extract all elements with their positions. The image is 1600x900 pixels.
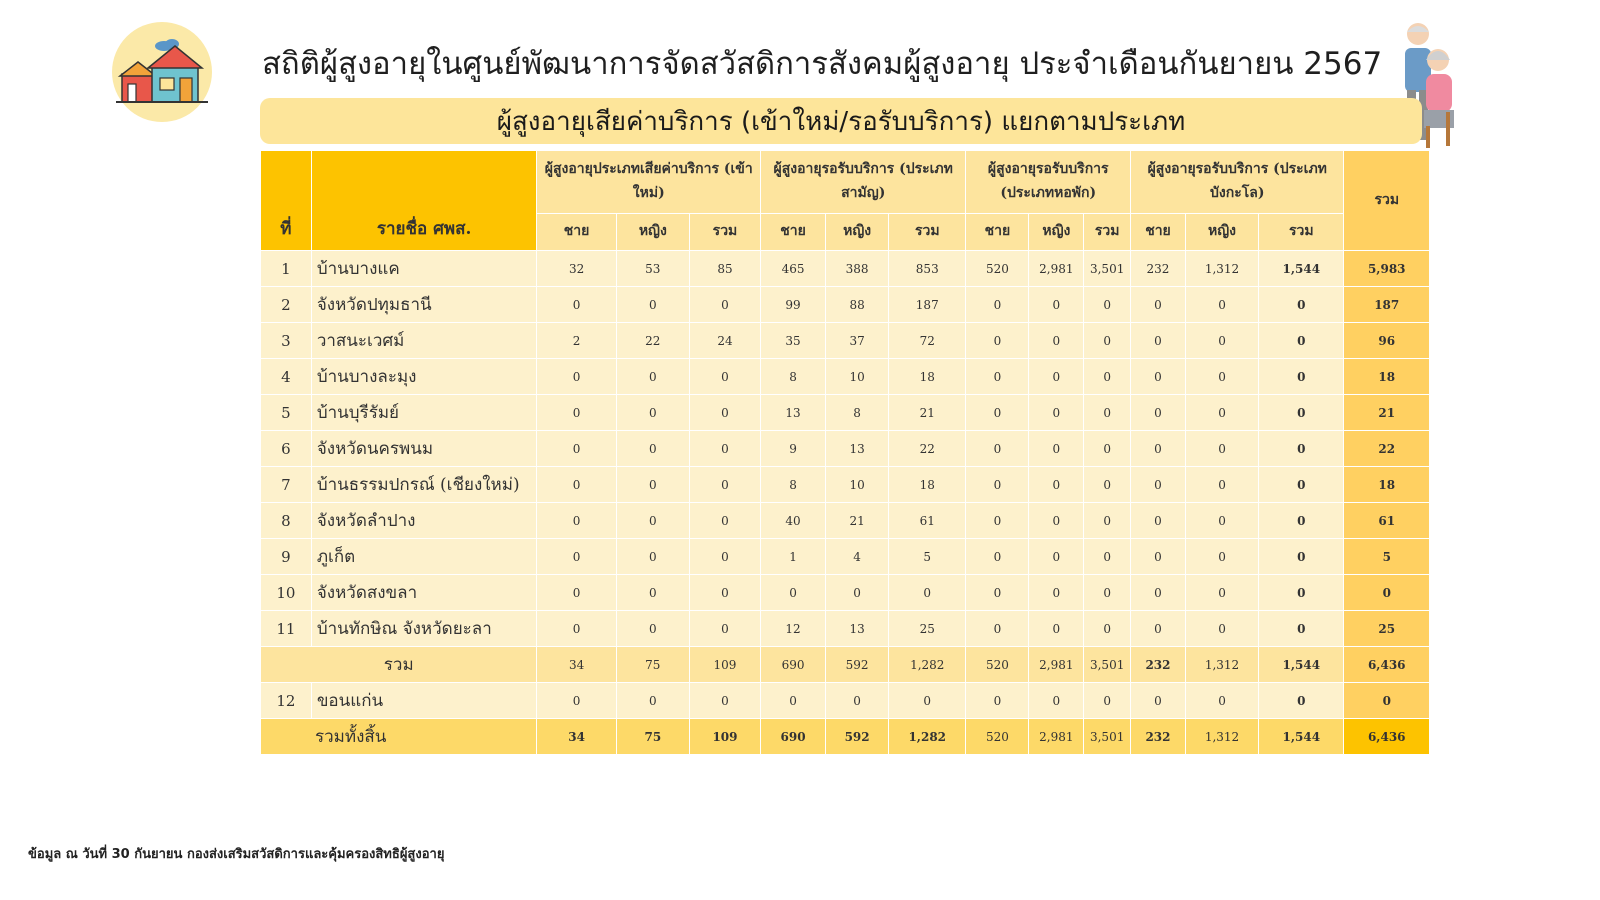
table-cell: 53 [616, 251, 689, 287]
col-header-no: ที่ [261, 151, 312, 251]
center-name: วาสนะเวศม์ [311, 323, 537, 359]
table-row [261, 287, 1430, 323]
table-cell: 520 [966, 251, 1029, 287]
table-cell: 1,312 [1185, 251, 1258, 287]
table-cell: 12 [761, 611, 826, 647]
row-number: 12 [261, 683, 312, 719]
table-cell: 1,312 [1185, 719, 1258, 755]
table-cell: 0 [761, 683, 826, 719]
group-header-dormitory: ผู้สูงอายุรอรับบริการ (ประเภทหอพัก) [966, 151, 1131, 214]
table-cell: 0 [1185, 467, 1258, 503]
table-cell: 0 [537, 467, 616, 503]
table-cell: 0 [1259, 287, 1344, 323]
table-cell: 0 [966, 575, 1029, 611]
table-cell: 0 [1185, 359, 1258, 395]
table-cell: 0 [1259, 503, 1344, 539]
table-cell: 592 [826, 719, 889, 755]
table-cell: 18 [889, 359, 966, 395]
table-cell: 0 [689, 575, 760, 611]
table-row [261, 431, 1430, 467]
table-cell: 18 [889, 467, 966, 503]
col-header-name: รายชื่อ ศพส. [311, 151, 537, 251]
table-cell: 0 [616, 611, 689, 647]
row-total-cell: 187 [1344, 287, 1430, 323]
row-number: 7 [261, 467, 312, 503]
table-cell: 8 [761, 467, 826, 503]
table-cell: 0 [537, 359, 616, 395]
table-cell: 0 [1029, 539, 1084, 575]
table-cell: 0 [689, 503, 760, 539]
table-cell: 0 [689, 539, 760, 575]
table-cell: 0 [616, 503, 689, 539]
house-logo-icon [112, 22, 212, 122]
center-name: บ้านบางละมุง [311, 359, 537, 395]
table-cell: 0 [537, 611, 616, 647]
table-cell: 0 [1185, 431, 1258, 467]
table-cell: 690 [761, 647, 826, 683]
table-row [261, 611, 1430, 647]
row-total-cell: 6,436 [1344, 647, 1430, 683]
row-number: 8 [261, 503, 312, 539]
table-cell: 75 [616, 647, 689, 683]
table-cell: 0 [966, 359, 1029, 395]
table-cell: 0 [1259, 683, 1344, 719]
table-cell: 99 [761, 287, 826, 323]
table-cell: 0 [1029, 467, 1084, 503]
center-name: จังหวัดลำปาง [311, 503, 537, 539]
table-cell: 232 [1131, 251, 1186, 287]
row-number: 5 [261, 395, 312, 431]
col-header-female: หญิง [1029, 214, 1084, 251]
table-row [261, 683, 1430, 719]
row-total-cell: 18 [1344, 359, 1430, 395]
table-row [261, 251, 1430, 287]
table-cell: 1,282 [889, 647, 966, 683]
table-cell: 0 [761, 575, 826, 611]
table-cell: 0 [966, 683, 1029, 719]
table-cell: 24 [689, 323, 760, 359]
col-header-male: ชาย [1131, 214, 1186, 251]
table-cell: 0 [689, 287, 760, 323]
table-cell: 0 [826, 683, 889, 719]
table-row [261, 539, 1430, 575]
table-cell: 592 [826, 647, 889, 683]
col-header-sum: รวม [1084, 214, 1131, 251]
table-cell: 388 [826, 251, 889, 287]
table-cell: 2 [537, 323, 616, 359]
table-cell: 0 [1084, 575, 1131, 611]
row-total-cell: 22 [1344, 431, 1430, 467]
row-number: 11 [261, 611, 312, 647]
table-cell: 0 [966, 287, 1029, 323]
table-cell: 0 [1185, 503, 1258, 539]
table-cell: 10 [826, 467, 889, 503]
table-cell: 1,544 [1259, 719, 1344, 755]
table-cell: 0 [1185, 539, 1258, 575]
table-cell: 0 [616, 683, 689, 719]
table-cell: 0 [1029, 575, 1084, 611]
table-cell: 0 [1259, 611, 1344, 647]
table-cell: 520 [966, 719, 1029, 755]
table-cell: 40 [761, 503, 826, 539]
table-cell: 0 [616, 539, 689, 575]
table-row [261, 323, 1430, 359]
table-cell: 0 [1084, 611, 1131, 647]
table-cell: 0 [1131, 395, 1186, 431]
table-cell: 0 [1131, 503, 1186, 539]
table-cell: 10 [826, 359, 889, 395]
table-cell: 21 [889, 395, 966, 431]
table-cell: 0 [537, 287, 616, 323]
table-cell: 0 [537, 539, 616, 575]
subtotal-label: รวม [261, 647, 537, 683]
grand-total-label: รวมทั้งสิ้น [261, 719, 537, 755]
table-cell: 0 [1185, 395, 1258, 431]
table-cell: 0 [689, 611, 760, 647]
table-cell: 0 [616, 575, 689, 611]
footer-note: ข้อมูล ณ วันที่ 30 กันยายน กองส่งเสริมสวัสดิการและคุ้มครองสิทธิผู้สูงอายุ [28, 847, 445, 862]
grand-total-row [261, 719, 1430, 755]
table-cell: 0 [889, 575, 966, 611]
table-cell: 0 [616, 359, 689, 395]
center-name: บ้านธรรมปกรณ์ (เชียงใหม่) [311, 467, 537, 503]
page-subtitle: ผู้สูงอายุเสียค่าบริการ (เข้าใหม่/รอรับบริการ) แยกตามประเภท [260, 98, 1422, 144]
table-cell: 2,981 [1029, 251, 1084, 287]
col-header-male: ชาย [761, 214, 826, 251]
table-cell: 0 [1259, 323, 1344, 359]
table-cell: 0 [1131, 683, 1186, 719]
center-name: บ้านทักษิณ จังหวัดยะลา [311, 611, 537, 647]
table-cell: 9 [761, 431, 826, 467]
table-cell: 0 [1084, 431, 1131, 467]
col-header-total: รวม [1344, 151, 1430, 251]
table-cell: 3,501 [1084, 647, 1131, 683]
group-header-new: ผู้สูงอายุประเภทเสียค่าบริการ (เข้าใหม่) [537, 151, 761, 214]
table-cell: 0 [1029, 359, 1084, 395]
table-cell: 0 [1131, 431, 1186, 467]
table-cell: 1,544 [1259, 251, 1344, 287]
table-cell: 0 [1185, 611, 1258, 647]
row-number: 4 [261, 359, 312, 395]
table-cell: 0 [537, 575, 616, 611]
center-name: ขอนแก่น [311, 683, 537, 719]
table-cell: 3,501 [1084, 719, 1131, 755]
table-cell: 0 [1185, 575, 1258, 611]
table-cell: 690 [761, 719, 826, 755]
table-cell: 0 [1029, 395, 1084, 431]
table-cell: 232 [1131, 719, 1186, 755]
table-cell: 0 [616, 467, 689, 503]
group-header-regular: ผู้สูงอายุรอรับบริการ (ประเภทสามัญ) [761, 151, 966, 214]
table-row [261, 395, 1430, 431]
table-cell: 2,981 [1029, 719, 1084, 755]
center-name: ภูเก็ต [311, 539, 537, 575]
row-total-cell: 5 [1344, 539, 1430, 575]
table-cell: 0 [1131, 359, 1186, 395]
table-cell: 0 [1259, 467, 1344, 503]
table-cell: 0 [1131, 611, 1186, 647]
table-cell: 21 [826, 503, 889, 539]
table-cell: 0 [966, 503, 1029, 539]
table-cell: 35 [761, 323, 826, 359]
table-cell: 37 [826, 323, 889, 359]
center-name: จังหวัดนครพนม [311, 431, 537, 467]
table-cell: 0 [1259, 431, 1344, 467]
table-cell: 0 [966, 323, 1029, 359]
table-cell: 75 [616, 719, 689, 755]
table-cell: 0 [1259, 395, 1344, 431]
table-cell: 0 [537, 431, 616, 467]
table-cell: 0 [966, 539, 1029, 575]
table-row [261, 503, 1430, 539]
table-cell: 88 [826, 287, 889, 323]
table-cell: 85 [689, 251, 760, 287]
table-cell: 13 [826, 431, 889, 467]
table-cell: 1 [761, 539, 826, 575]
row-number: 6 [261, 431, 312, 467]
table-cell: 61 [889, 503, 966, 539]
group-header-bungalow: ผู้สูงอายุรอรับบริการ (ประเภทบังกะโล) [1131, 151, 1344, 214]
table-cell: 0 [616, 395, 689, 431]
table-cell: 72 [889, 323, 966, 359]
row-number: 3 [261, 323, 312, 359]
table-cell: 34 [537, 719, 616, 755]
table-cell: 0 [1185, 683, 1258, 719]
table-cell: 853 [889, 251, 966, 287]
table-cell: 22 [889, 431, 966, 467]
table-cell: 1,282 [889, 719, 966, 755]
table-cell: 0 [966, 467, 1029, 503]
table-cell: 520 [966, 647, 1029, 683]
table-row [261, 575, 1430, 611]
table-cell: 0 [1259, 359, 1344, 395]
col-header-male: ชาย [966, 214, 1029, 251]
table-cell: 1,312 [1185, 647, 1258, 683]
table-cell: 0 [1084, 323, 1131, 359]
center-name: จังหวัดปทุมธานี [311, 287, 537, 323]
row-total-cell: 18 [1344, 467, 1430, 503]
table-cell: 0 [1131, 467, 1186, 503]
table-cell: 13 [826, 611, 889, 647]
table-cell: 0 [689, 467, 760, 503]
row-total-cell: 61 [1344, 503, 1430, 539]
table-cell: 0 [1131, 575, 1186, 611]
table-cell: 34 [537, 647, 616, 683]
row-number: 1 [261, 251, 312, 287]
table-cell: 8 [761, 359, 826, 395]
table-cell: 0 [1029, 287, 1084, 323]
table-cell: 0 [537, 503, 616, 539]
table-cell: 109 [689, 719, 760, 755]
col-header-female: หญิง [1185, 214, 1258, 251]
table-cell: 0 [826, 575, 889, 611]
table-cell: 13 [761, 395, 826, 431]
table-cell: 232 [1131, 647, 1186, 683]
row-total-cell: 0 [1344, 683, 1430, 719]
table-cell: 2,981 [1029, 647, 1084, 683]
table-cell: 0 [1084, 467, 1131, 503]
table-cell: 4 [826, 539, 889, 575]
table-cell: 0 [1029, 683, 1084, 719]
subtotal-row [261, 647, 1430, 683]
table-cell: 0 [1185, 323, 1258, 359]
center-name: บ้านบุรีรัมย์ [311, 395, 537, 431]
row-number: 2 [261, 287, 312, 323]
table-cell: 0 [1084, 539, 1131, 575]
table-cell: 0 [1084, 683, 1131, 719]
col-header-sum: รวม [689, 214, 760, 251]
row-number: 9 [261, 539, 312, 575]
table-cell: 32 [537, 251, 616, 287]
table-row [261, 359, 1430, 395]
table-body [261, 251, 1430, 755]
table-row [261, 467, 1430, 503]
row-number: 10 [261, 575, 312, 611]
row-total-cell: 21 [1344, 395, 1430, 431]
table-cell: 0 [966, 611, 1029, 647]
table-cell: 22 [616, 323, 689, 359]
table-cell: 1,544 [1259, 647, 1344, 683]
table-cell: 0 [689, 395, 760, 431]
col-header-sum: รวม [889, 214, 966, 251]
center-name: บ้านบางแค [311, 251, 537, 287]
table-cell: 0 [616, 287, 689, 323]
table-cell: 0 [1131, 539, 1186, 575]
table-cell: 0 [1259, 575, 1344, 611]
center-name: จังหวัดสงขลา [311, 575, 537, 611]
table-cell: 0 [889, 683, 966, 719]
table-cell: 0 [1131, 287, 1186, 323]
col-header-sum: รวม [1259, 214, 1344, 251]
table-cell: 0 [1084, 359, 1131, 395]
table-cell: 0 [1084, 503, 1131, 539]
table-cell: 0 [616, 431, 689, 467]
table-cell: 109 [689, 647, 760, 683]
table-cell: 0 [1259, 539, 1344, 575]
table-cell: 0 [1029, 323, 1084, 359]
table-cell: 0 [1029, 431, 1084, 467]
table-cell: 465 [761, 251, 826, 287]
page-title: สถิติผู้สูงอายุในศูนย์พัฒนาการจัดสวัสดิการสังคมผู้สูงอายุ ประจำเดือนกันยายน 2567 [262, 46, 1383, 82]
col-header-male: ชาย [537, 214, 616, 251]
table-cell: 0 [689, 359, 760, 395]
table-cell: 0 [966, 395, 1029, 431]
table-cell: 25 [889, 611, 966, 647]
table-cell: 0 [1131, 323, 1186, 359]
table-cell: 0 [1084, 395, 1131, 431]
table-cell: 0 [1185, 287, 1258, 323]
table-cell: 8 [826, 395, 889, 431]
row-total-cell: 6,436 [1344, 719, 1430, 755]
table-cell: 187 [889, 287, 966, 323]
table-cell: 0 [1029, 611, 1084, 647]
row-total-cell: 0 [1344, 575, 1430, 611]
table-cell: 0 [1084, 287, 1131, 323]
table-cell: 5 [889, 539, 966, 575]
col-header-female: หญิง [826, 214, 889, 251]
table-cell: 0 [537, 683, 616, 719]
table-cell: 0 [689, 431, 760, 467]
table-cell: 0 [689, 683, 760, 719]
table-cell: 0 [1029, 503, 1084, 539]
row-total-cell: 96 [1344, 323, 1430, 359]
col-header-female: หญิง [616, 214, 689, 251]
table-cell: 3,501 [1084, 251, 1131, 287]
table-cell: 0 [966, 431, 1029, 467]
statistics-table [260, 150, 1430, 755]
row-total-cell: 5,983 [1344, 251, 1430, 287]
row-total-cell: 25 [1344, 611, 1430, 647]
table-cell: 0 [537, 395, 616, 431]
